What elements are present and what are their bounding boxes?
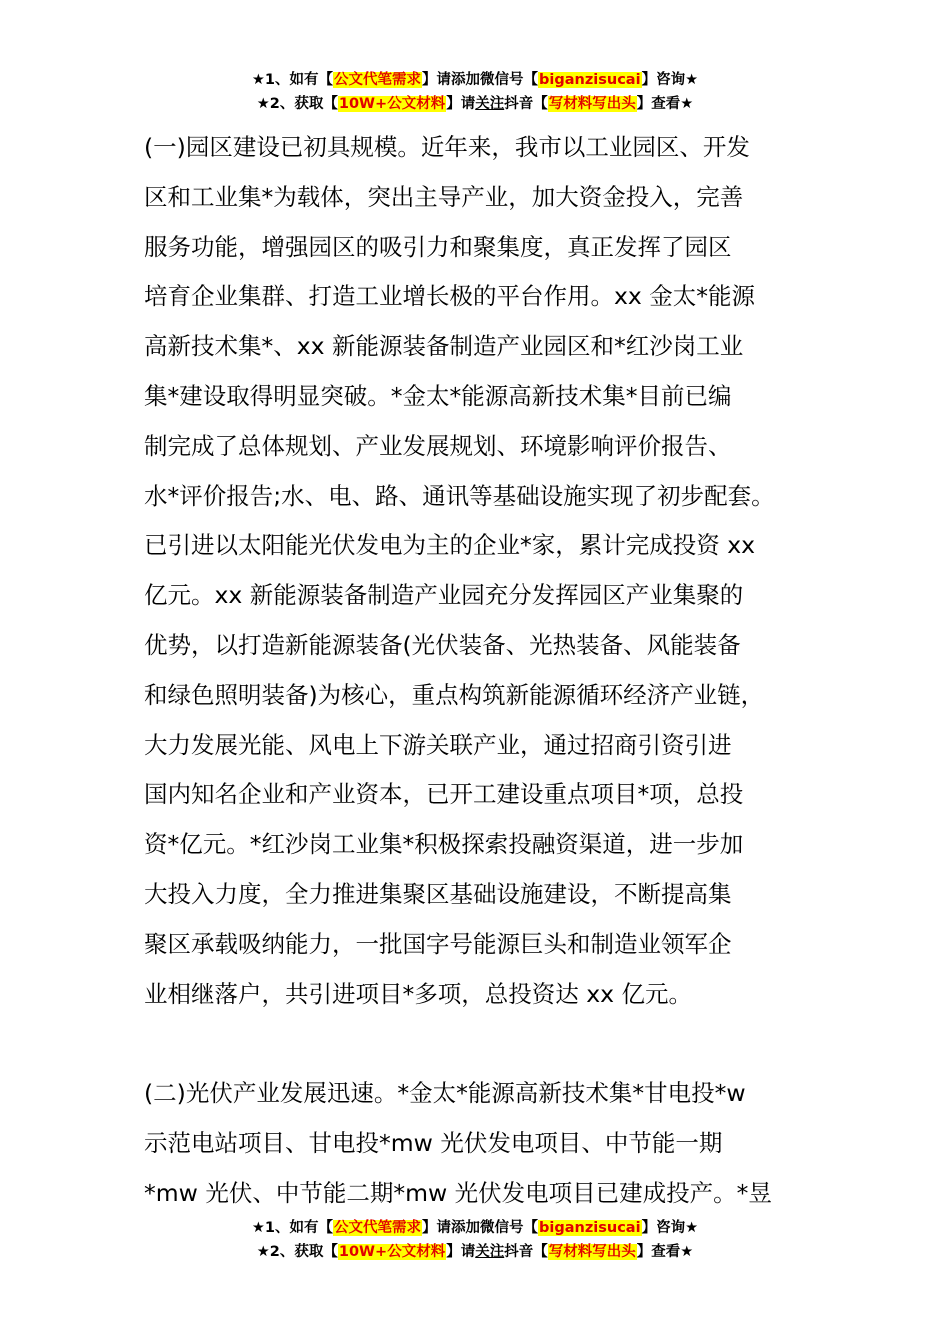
paragraph-line: 和绿色照明装备)为核心，重点构筑新能源循环经济产业链， bbox=[144, 680, 765, 709]
banner-text: ★2、获取【 bbox=[256, 96, 338, 112]
banner-text: 】请 bbox=[446, 96, 476, 112]
banner-text: 】请 bbox=[422, 72, 452, 88]
banner-text: 】查看★ bbox=[636, 96, 694, 112]
paragraph-line: 区和工业集*为载体，突出主导产业，加大资金投入，完善 bbox=[144, 182, 744, 211]
paragraph-line: 高新技术集*、xx 新能源装备制造产业园区和*红沙岗工业 bbox=[144, 332, 744, 361]
paragraph-line: 培育企业集群、打造工业增长极的平台作用。xx 金太*能源 bbox=[144, 282, 756, 311]
banner-text: 微信号【 bbox=[480, 1220, 539, 1236]
banner-highlight: 写材料写出头 bbox=[548, 1244, 636, 1260]
banner-emphasis: 关注 bbox=[475, 96, 505, 112]
banner-line-2 bbox=[0, 1240, 950, 1264]
banner-highlight: biganzisucai bbox=[539, 72, 641, 88]
paragraph-line: (一)园区建设已初具规模。近年来，我市以工业园区、开发 bbox=[144, 133, 750, 161]
footer-banner bbox=[0, 1216, 950, 1264]
banner-emphasis: 添加 bbox=[451, 1220, 481, 1236]
banner-text: ★1、如有【 bbox=[251, 72, 334, 88]
banner-line-1 bbox=[0, 68, 950, 92]
banner-highlight: biganzisucai bbox=[539, 1220, 641, 1236]
paragraph-line: 制完成了总体规划、产业发展规划、环境影响评价报告、 bbox=[144, 431, 732, 460]
banner-emphasis: 关注 bbox=[475, 1244, 505, 1260]
paragraph-line: 示范电站项目、甘电投*mw 光伏发电项目、中节能一期 bbox=[144, 1128, 723, 1157]
banner-text: 】咨询★ bbox=[641, 72, 699, 88]
banner-highlight: 10W+公文材料 bbox=[338, 96, 446, 112]
paragraph-line: 已引进以太阳能光伏发电为主的企业*家，累计完成投资 xx bbox=[144, 531, 756, 560]
paragraph-line: *mw 光伏、中节能二期*mw 光伏发电项目已建成投产。*昱 bbox=[144, 1178, 772, 1207]
banner-highlight: 公文代笔需求 bbox=[334, 1220, 422, 1236]
paragraph-gap bbox=[144, 1019, 834, 1069]
banner-emphasis: 添加 bbox=[451, 72, 481, 88]
banner-text: 】请 bbox=[446, 1244, 476, 1260]
banner-highlight: 10W+公文材料 bbox=[338, 1244, 446, 1260]
banner-highlight: 公文代笔需求 bbox=[334, 72, 422, 88]
banner-text: ★1、如有【 bbox=[251, 1220, 334, 1236]
header-banner bbox=[0, 68, 950, 116]
paragraph-line: 聚区承载吸纳能力，一批国字号能源巨头和制造业领军企 bbox=[144, 929, 732, 958]
paragraph bbox=[144, 1069, 834, 1218]
paragraph-line: (二)光伏产业发展迅速。*金太*能源高新技术集*甘电投*w bbox=[144, 1079, 746, 1108]
paragraph-line: 服务功能，增强园区的吸引力和聚集度，真正发挥了园区 bbox=[144, 232, 732, 261]
banner-text: 微信号【 bbox=[480, 72, 539, 88]
banner-line-2 bbox=[0, 92, 950, 116]
banner-text: 抖音【 bbox=[504, 96, 548, 112]
paragraph-line: 资*亿元。*红沙岗工业集*积极探索投融资渠道，进一步加 bbox=[144, 830, 744, 859]
banner-line-1 bbox=[0, 1216, 950, 1240]
paragraph-line: 大力发展光能、风电上下游关联产业，通过招商引资引进 bbox=[144, 730, 732, 759]
paragraph-line: 业相继落户，共引进项目*多项，总投资达 xx 亿元。 bbox=[144, 979, 693, 1008]
banner-text: 抖音【 bbox=[504, 1244, 548, 1260]
paragraph bbox=[144, 123, 834, 1019]
banner-text: ★2、获取【 bbox=[256, 1244, 338, 1260]
paragraph-line: 优势，以打造新能源装备(光伏装备、光热装备、风能装备 bbox=[144, 630, 741, 659]
banner-text: 】咨询★ bbox=[641, 1220, 699, 1236]
banner-highlight: 写材料写出头 bbox=[548, 96, 636, 112]
paragraph-line: 国内知名企业和产业资本，已开工建设重点项目*项，总投 bbox=[144, 780, 744, 809]
paragraph-line: 集*建设取得明显突破。*金太*能源高新技术集*目前已编 bbox=[144, 381, 732, 410]
banner-text: 】请 bbox=[422, 1220, 452, 1236]
paragraph-line: 亿元。xx 新能源装备制造产业园充分发挥园区产业集聚的 bbox=[144, 581, 744, 610]
document-body bbox=[144, 123, 834, 1219]
banner-text: 】查看★ bbox=[636, 1244, 694, 1260]
paragraph-line: 水*评价报告;水、电、路、通讯等基础设施实现了初步配套。 bbox=[144, 481, 775, 510]
paragraph-line: 大投入力度，全力推进集聚区基础设施建设，不断提高集 bbox=[144, 879, 732, 908]
